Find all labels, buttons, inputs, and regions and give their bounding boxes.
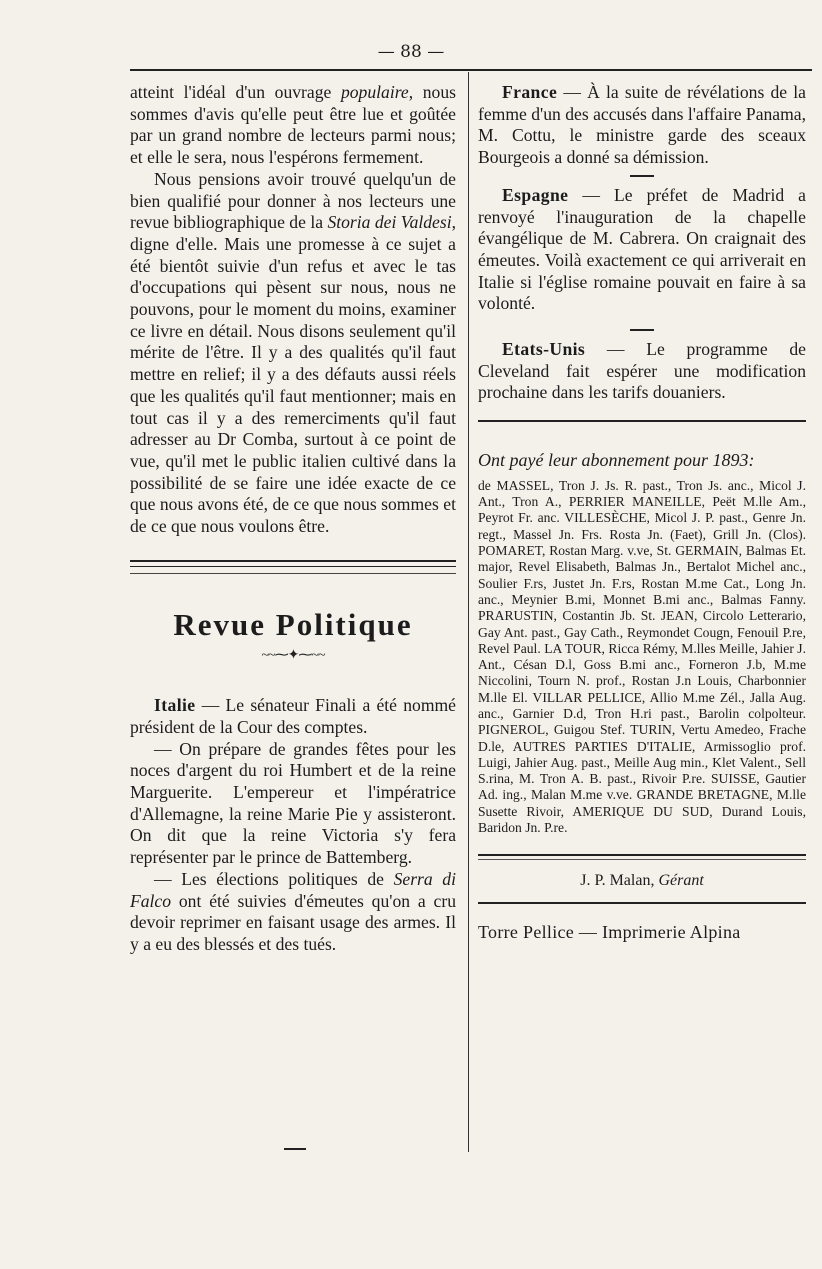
- end-dash: [284, 1148, 306, 1150]
- news-separator: [630, 175, 654, 177]
- right-column: [478, 82, 806, 944]
- italic-serra: Serra di Falco: [130, 868, 456, 911]
- news-etats-unis: Etats-Unis — Le programme de Cleveland fait espérer une modification prochaine dans les tarifs douaniers.: [478, 339, 806, 403]
- country-head-italie: Italie: [154, 695, 196, 716]
- paragraph-ouvrage: atteint l'idéal d'un ouvrage populaire, nous sommes d'avis qu'elle peut être lue et goûtée par un grand nombre de lecteurs parmi nous; et elle le sera, nous l'espérons fermement.: [130, 82, 456, 168]
- gerant-line: J. P. Malan, Gérant: [580, 872, 704, 890]
- section-separator-thin: [130, 573, 456, 574]
- italic-storia: Storia dei Valdesi: [327, 212, 452, 233]
- italic-populaire: populaire: [340, 82, 409, 102]
- news-separator: [630, 329, 654, 331]
- subscriptions-list: de MASSEL, Tron J. Js. R. past., Tron Js. anc., Micol J. Ant., Tron A., PERRIER MANEILLE, Peët M.lle Am., Peyrot Fr. anc. VILLESÈCHE, Micol J. P. past., Genre Jn. regt., Massel Jn. Frs. Rosta Jn. (Faet), Grill Jn. (Clos). POMARET, Rostan Marg. v.ve, St. GERMAIN, Balmas Et. major, Revel Elisabeth, Balmas Jn., Bertalot Michel anc., Soulier F.rs, Justet Jn. F.rs, Rostan M.me Cat., Long Jn. anc., Meynier B.mi, Monnet B.mi anc., Balmas Fanny. PRARUSTIN, Costantin Jb. St. JEAN, Circolo Letterario, Gay Ant. past., Gay Cath., Reymondet Cougn, Fenouil P.re, Revel Paul. LA TOUR, Ricca Rémy, M.lles Meille, Jahier J. Ant., Césan D.l, Goss B.mi anc., Forneron J.b, M.me Niccolini, Tourn N. prof., Rostan J.n Louis, Charbonnier M.lle El. VILLAR PELLICE, Allio M.me Zél., Jalla Aug. anc., Garnier D.d, Tron H.ri past., Barolin colpolteur. PIGNEROL, Guigou Stef. TURIN, Vertu Amedeo, Frache D.le, AUTRES PARTIES D'ITALIE, Armissoglio prof. Luigi, Jahier Aug. past., Meille Aug min., Klet Valent., Sell S.rina, M. Tron A. B. past., Rivoir P.re. SUISSE, Gautier Ad. ing., Malan M.me v.ve. GRANDE BRETAGNE, M.lle Susette Rivoir, AMERIQUE DU SUD, Durand Louis, Baridon Jn. P.re.: [478, 477, 806, 836]
- section-separator: [130, 560, 456, 567]
- news-italie: Italie — Le sénateur Finali a été nommé président de la Cour des comptes.: [130, 695, 456, 737]
- section-title: Revue Politique: [173, 606, 413, 642]
- country-head-etats-unis: Etats-Unis: [502, 339, 586, 360]
- country-head-espagne: Espagne: [502, 184, 569, 205]
- news-fetes: — On prépare de grandes fêtes pour les noces d'argent du roi Humbert et de la reine Marguerite. L'empereur et l'impératrice d'Allemagne, la reine Marie Pie y assisteront. On dit que la reine Victoria s'y fera représenter par le prince de Battemberg.: [130, 738, 456, 868]
- paragraph-storia: Nous pensions avoir trouvé quelqu'un de bien qualifié pour donner à nos lecteurs une revue bibliographique de la Storia dei Valdesi, digne d'elle. Mais une promesse à ce sujet a été bientôt suivie d'un refus et avec le tas d'occupations qui pèsent sur nous, nous ne pouvons, pour le moment du moins, examiner ce livre en détail. Nous disons seulement qu'il mérite de l'être. Il y a des qualités qu'il faut mettre en relief; il y a des défauts aussi réels que les qualités qu'il faut mentionner; mais en tout cas il y a des remerciments qu'il faut adresser au Dr Comba, surtout à ce point de vue, qu'il met le public italien cultivé dans la possibilité de se faire une idée exacte de ce que nous avons été, de ce que nous sommes et de ce que nous voulons être.: [130, 168, 456, 537]
- news-france: France — À la suite de révélations de la femme d'un des accusés dans l'affaire Panama, M. Cottu, le ministre garde des sceaux Bourgeois a donné sa démission.: [478, 82, 806, 168]
- page-number: — 88 —: [377, 42, 445, 62]
- printer-rule: [478, 902, 806, 904]
- gerant-rule-thin: [478, 859, 806, 860]
- news-espagne: Espagne — Le préfet de Madrid a renvoyé l'inauguration de la chapelle évangélique de M. Cabrera. On craignait des émeutes. Voilà exactement ce qui arriverait en Italie si l'église romaine pouvait en faire à sa volonté.: [478, 184, 806, 314]
- subscriptions-title: Ont payé leur abonnement pour 1893:: [478, 450, 755, 471]
- country-head-france: France: [502, 82, 558, 102]
- column-divider: [468, 72, 469, 1152]
- gerant-title: Gérant: [658, 872, 704, 890]
- ornament-divider: ~~⁓✦⁓~~: [261, 648, 325, 664]
- subscriptions-rule: [478, 420, 806, 422]
- news-elections: — Les élections politiques de Serra di Falco ont été suivies d'émeutes qu'on a cru devoir reprimer en faisant usage des armes. Il y a eu des blessés et des tués.: [130, 868, 456, 954]
- gerant-rule: [478, 854, 806, 856]
- left-column: [130, 82, 456, 956]
- header-rule: [130, 69, 812, 71]
- printer-line: Torre Pellice — Imprimerie Alpina: [478, 922, 741, 943]
